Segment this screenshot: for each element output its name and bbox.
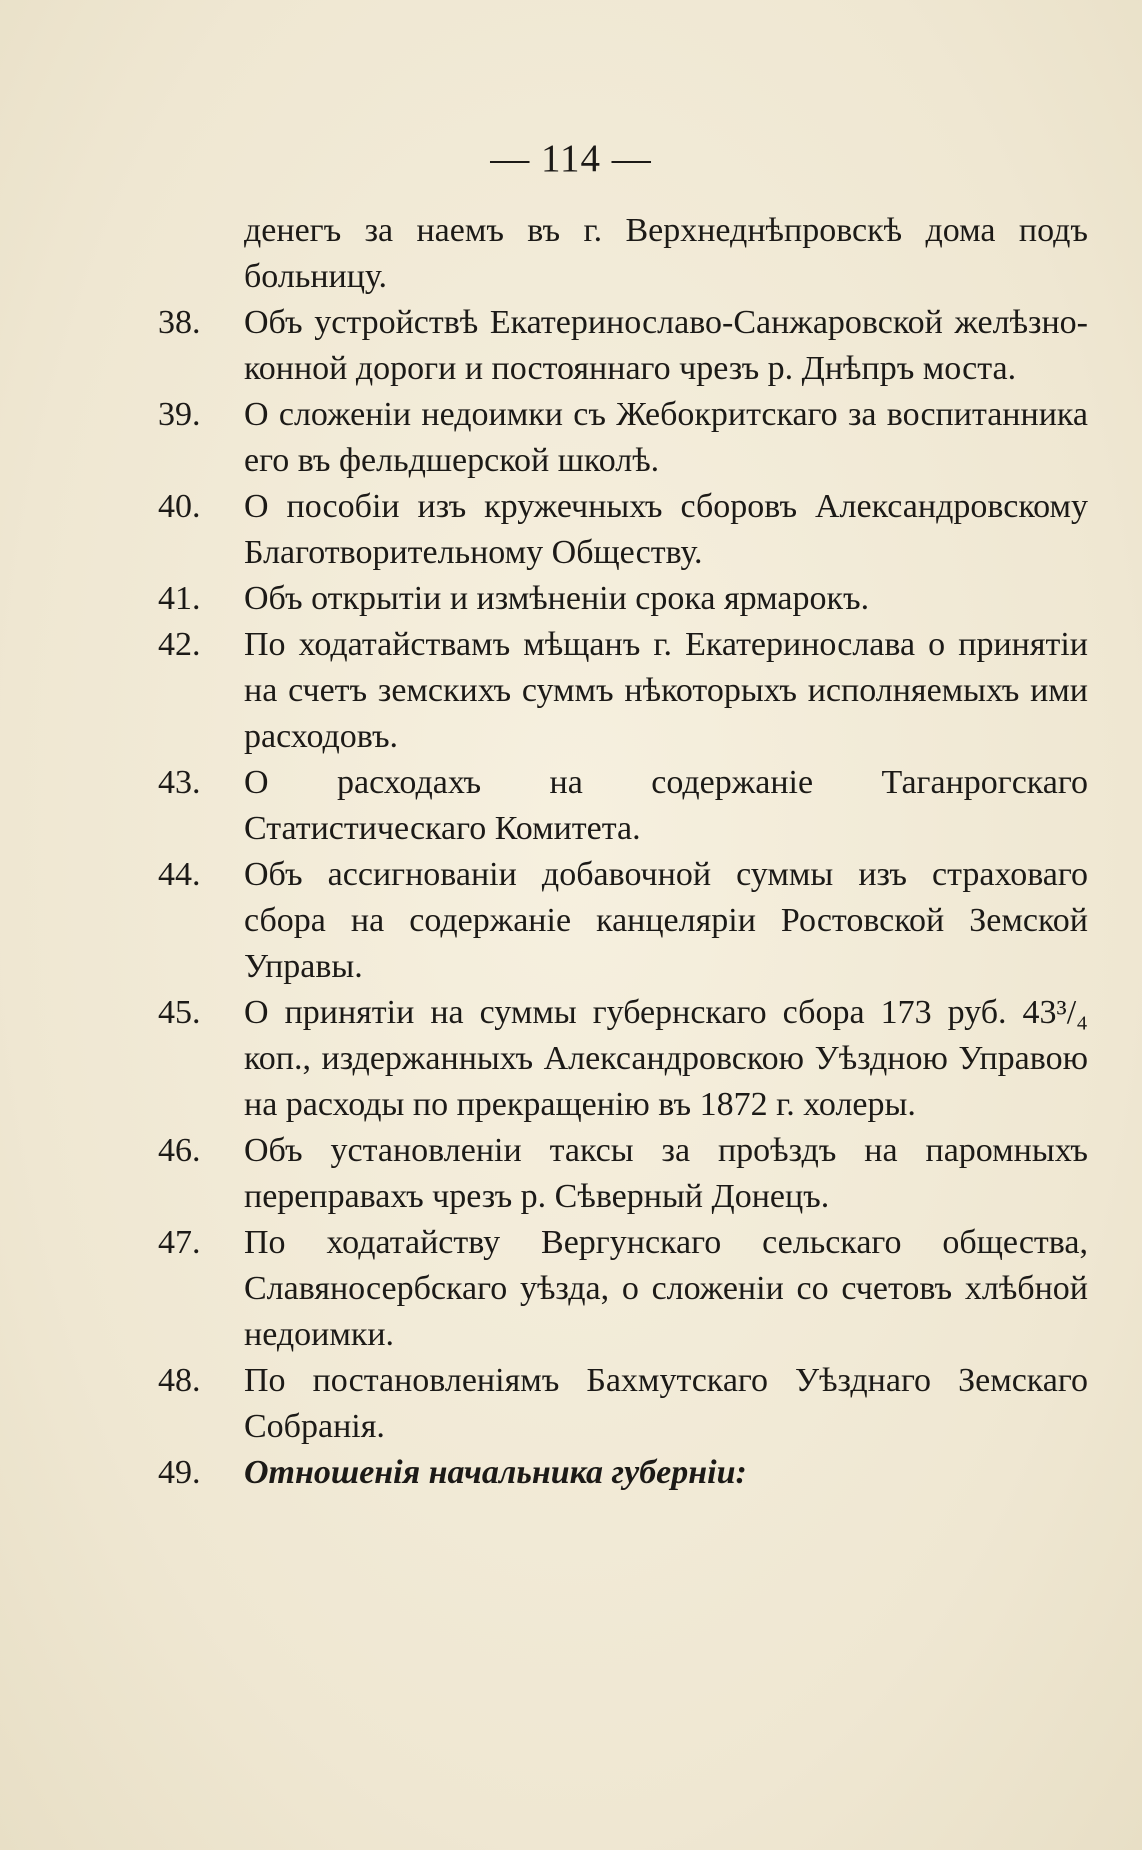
entry-number: 47.: [158, 1224, 201, 1261]
list-item: [158, 1220, 1088, 1358]
list-item: [158, 760, 1088, 852]
page-number: — 114 —: [490, 137, 652, 180]
entry-text: Отношенія начальника губерніи:: [244, 1454, 747, 1491]
entry-text: По постановленіямъ Бахмутскаго Уѣзднаго Земскаго Собранія.: [244, 1362, 1088, 1445]
list-item: [158, 1128, 1088, 1220]
list-item: [158, 1450, 1088, 1496]
entry-number: 48.: [158, 1362, 201, 1399]
entry-text: денегъ за наемъ въ г. Верхнеднѣпровскѣ дома подъ больницу.: [244, 212, 1088, 295]
entry-number: 43.: [158, 764, 201, 801]
entry-number: 49.: [158, 1454, 201, 1491]
entry-text: О расходахъ на содержаніе Таганрогскаго Статистическаго Комитета.: [244, 764, 1088, 847]
list-item: [158, 208, 1088, 300]
entry-text: Объ открытіи и измѣненіи срока ярмарокъ.: [244, 580, 870, 617]
list-item: [158, 300, 1088, 392]
entry-text: По ходатайству Вергунскаго сельскаго общества, Славяносербскаго уѣзда, о сложеніи со счетовъ хлѣбной недоимки.: [244, 1224, 1088, 1353]
list-item: [158, 576, 1088, 622]
list-item: [158, 622, 1088, 760]
entry-number: 41.: [158, 580, 201, 617]
entry-text: О сложеніи недоимки съ Жебокритскаго за воспитанника его въ фельдшерской школѣ.: [244, 396, 1088, 479]
list-item: [158, 392, 1088, 484]
entry-text: По ходатайствамъ мѣщанъ г. Екатеринослава о принятіи на счетъ земскихъ суммъ нѣкоторыхъ исполняемыхъ ими расходовъ.: [244, 626, 1088, 755]
entry-text: О принятіи на суммы губернскаго сбора 173 руб. 43³/₄ коп., издержанныхъ Александровскою Уѣздною Управою на расходы по прекращенію въ 1872 г. холеры.: [244, 994, 1088, 1123]
entry-list: [158, 208, 1088, 1496]
entry-text: Объ устройствѣ Екатеринославо-Санжаровской желѣзно-конной дороги и постояннаго чрезъ р. Днѣпръ моста.: [244, 304, 1088, 387]
entry-number: 38.: [158, 304, 201, 341]
entry-number: 40.: [158, 488, 201, 525]
entry-number: 39.: [158, 396, 201, 433]
entry-text: О пособіи изъ кружечныхъ сборовъ Александровскому Благотворительному Обществу.: [244, 488, 1088, 571]
list-item: [158, 852, 1088, 990]
entry-number: 44.: [158, 856, 201, 893]
list-item: [158, 1358, 1088, 1450]
list-item: [158, 990, 1088, 1128]
entry-text: Объ ассигнованіи добавочной суммы изъ страховаго сбора на содержаніе канцеляріи Ростовской Земской Управы.: [244, 856, 1088, 985]
entry-number: 46.: [158, 1132, 201, 1169]
list-item: [158, 484, 1088, 576]
entry-number: 45.: [158, 994, 201, 1031]
entry-number: 42.: [158, 626, 201, 663]
entry-text: Объ установленіи таксы за проѣздъ на паромныхъ переправахъ чрезъ р. Сѣверный Донецъ.: [244, 1132, 1088, 1215]
